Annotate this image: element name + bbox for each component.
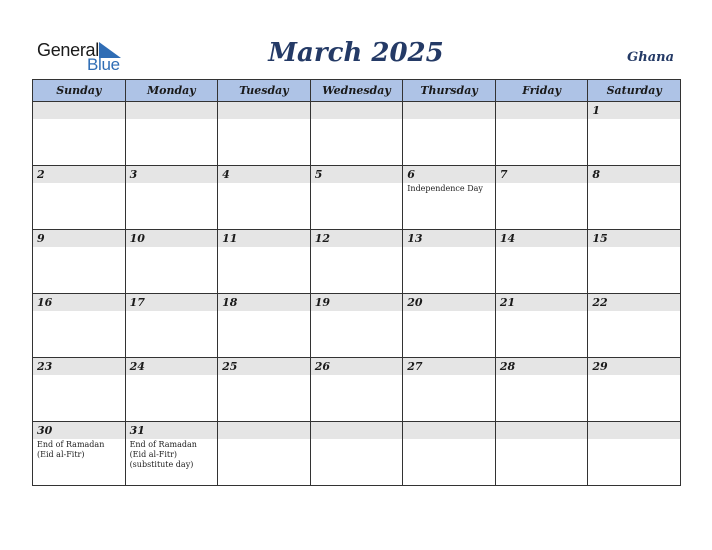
day-number: 8: [588, 166, 680, 183]
day-number: 31: [126, 422, 218, 439]
holiday-label: [588, 183, 680, 184]
day-cell: [125, 422, 218, 486]
holiday-label: [403, 119, 495, 120]
day-number: 12: [311, 230, 403, 247]
holiday-label: [311, 183, 403, 184]
day-cell: [403, 422, 496, 486]
day-number: 13: [403, 230, 495, 247]
day-cell: [218, 102, 311, 166]
holiday-label: [126, 183, 218, 184]
day-number: 28: [496, 358, 588, 375]
day-number: 2: [33, 166, 125, 183]
day-cell: [33, 422, 126, 486]
day-number: [33, 102, 125, 119]
holiday-label: [496, 439, 588, 440]
day-cell: [310, 294, 403, 358]
holiday-label: [33, 311, 125, 312]
week-row: [33, 102, 681, 166]
day-cell: [33, 166, 126, 230]
day-number: [311, 102, 403, 119]
day-number: 7: [496, 166, 588, 183]
day-cell: [310, 166, 403, 230]
day-number: [311, 422, 403, 439]
day-cell: [218, 294, 311, 358]
day-cell: [403, 230, 496, 294]
holiday-label: [311, 247, 403, 248]
holiday-label: [588, 119, 680, 120]
holiday-label: [218, 183, 310, 184]
holiday-label: [126, 311, 218, 312]
holiday-label: [33, 375, 125, 376]
week-row: [33, 166, 681, 230]
day-number: 17: [126, 294, 218, 311]
holiday-label: [496, 247, 588, 248]
day-number: 23: [33, 358, 125, 375]
day-cell: [403, 102, 496, 166]
day-number: [218, 422, 310, 439]
holiday-label: [126, 119, 218, 120]
holiday-label: [403, 439, 495, 440]
day-cell: [33, 102, 126, 166]
country-label: Ghana: [627, 50, 674, 65]
day-cell: [495, 102, 588, 166]
day-cell: [495, 166, 588, 230]
day-cell: [218, 422, 311, 486]
day-cell: [588, 422, 681, 486]
holiday-label: [403, 247, 495, 248]
calendar-grid: [32, 79, 681, 486]
day-cell: [403, 166, 496, 230]
calendar-title: March 2025: [268, 38, 444, 68]
logo-text-blue: Blue: [87, 55, 120, 74]
day-number: 15: [588, 230, 680, 247]
holiday-label: [403, 375, 495, 376]
day-cell: [588, 358, 681, 422]
holiday-label: [218, 375, 310, 376]
holiday-label: [311, 439, 403, 440]
day-cell: [495, 422, 588, 486]
holiday-label: [311, 375, 403, 376]
weekday-header: Friday: [495, 80, 588, 102]
holiday-label: [403, 311, 495, 312]
holiday-label: Independence Day: [407, 184, 483, 193]
weekday-header: Tuesday: [218, 80, 311, 102]
day-number: 11: [218, 230, 310, 247]
day-cell: [125, 294, 218, 358]
holiday-label: [33, 247, 125, 248]
weekday-header: Monday: [125, 80, 218, 102]
weekday-header: Saturday: [588, 80, 681, 102]
day-cell: [218, 358, 311, 422]
holiday-label: [311, 311, 403, 312]
day-cell: [218, 230, 311, 294]
day-cell: [33, 230, 126, 294]
day-number: 22: [588, 294, 680, 311]
day-cell: [310, 358, 403, 422]
holiday-label: [33, 119, 125, 120]
day-number: 26: [311, 358, 403, 375]
day-number: 29: [588, 358, 680, 375]
day-cell: [310, 422, 403, 486]
day-number: 18: [218, 294, 310, 311]
weekday-header: Sunday: [33, 80, 126, 102]
day-number: 30: [33, 422, 125, 439]
day-number: 20: [403, 294, 495, 311]
day-cell: [588, 294, 681, 358]
day-cell: [495, 294, 588, 358]
holiday-label: [126, 247, 218, 248]
day-number: 24: [126, 358, 218, 375]
day-number: [403, 102, 495, 119]
weekday-header: Wednesday: [310, 80, 403, 102]
day-cell: [403, 358, 496, 422]
holiday-label: End of Ramadan (Eid al-Fitr) (substitute day): [129, 440, 197, 469]
weekday-header-row: [33, 80, 681, 102]
day-number: 4: [218, 166, 310, 183]
day-number: 21: [496, 294, 588, 311]
day-number: 27: [403, 358, 495, 375]
day-number: 5: [311, 166, 403, 183]
day-cell: [495, 358, 588, 422]
day-cell: [588, 102, 681, 166]
day-number: 1: [588, 102, 680, 119]
week-row: [33, 230, 681, 294]
holiday-label: [218, 311, 310, 312]
weekday-header: Thursday: [403, 80, 496, 102]
holiday-label: [33, 183, 125, 184]
holiday-label: [496, 375, 588, 376]
holiday-label: [588, 439, 680, 440]
day-number: 9: [33, 230, 125, 247]
day-cell: [33, 294, 126, 358]
week-row: [33, 358, 681, 422]
holiday-label: [218, 439, 310, 440]
holiday-label: [588, 247, 680, 248]
day-number: 19: [311, 294, 403, 311]
holiday-label: [496, 119, 588, 120]
day-number: 10: [126, 230, 218, 247]
day-cell: [495, 230, 588, 294]
day-number: [496, 422, 588, 439]
day-cell: [588, 166, 681, 230]
day-cell: [125, 166, 218, 230]
day-number: 3: [126, 166, 218, 183]
holiday-label: [218, 247, 310, 248]
holiday-label: [311, 119, 403, 120]
day-cell: [218, 166, 311, 230]
holiday-label: [496, 311, 588, 312]
day-cell: [310, 102, 403, 166]
day-number: [588, 422, 680, 439]
holiday-label: [126, 375, 218, 376]
day-number: 16: [33, 294, 125, 311]
day-cell: [125, 230, 218, 294]
week-row: [33, 422, 681, 486]
holiday-label: [588, 375, 680, 376]
day-number: 14: [496, 230, 588, 247]
holiday-label: End of Ramadan (Eid al-Fitr): [37, 440, 105, 459]
logo-text-general: General: [37, 40, 99, 60]
day-cell: [125, 358, 218, 422]
day-number: 25: [218, 358, 310, 375]
day-number: [496, 102, 588, 119]
day-cell: [125, 102, 218, 166]
day-number: [218, 102, 310, 119]
day-cell: [33, 358, 126, 422]
week-row: [33, 294, 681, 358]
day-number: [403, 422, 495, 439]
day-number: [126, 102, 218, 119]
holiday-label: [588, 311, 680, 312]
day-cell: [403, 294, 496, 358]
holiday-label: [218, 119, 310, 120]
holiday-label: [496, 183, 588, 184]
day-cell: [588, 230, 681, 294]
day-cell: [310, 230, 403, 294]
day-number: 6: [403, 166, 495, 183]
